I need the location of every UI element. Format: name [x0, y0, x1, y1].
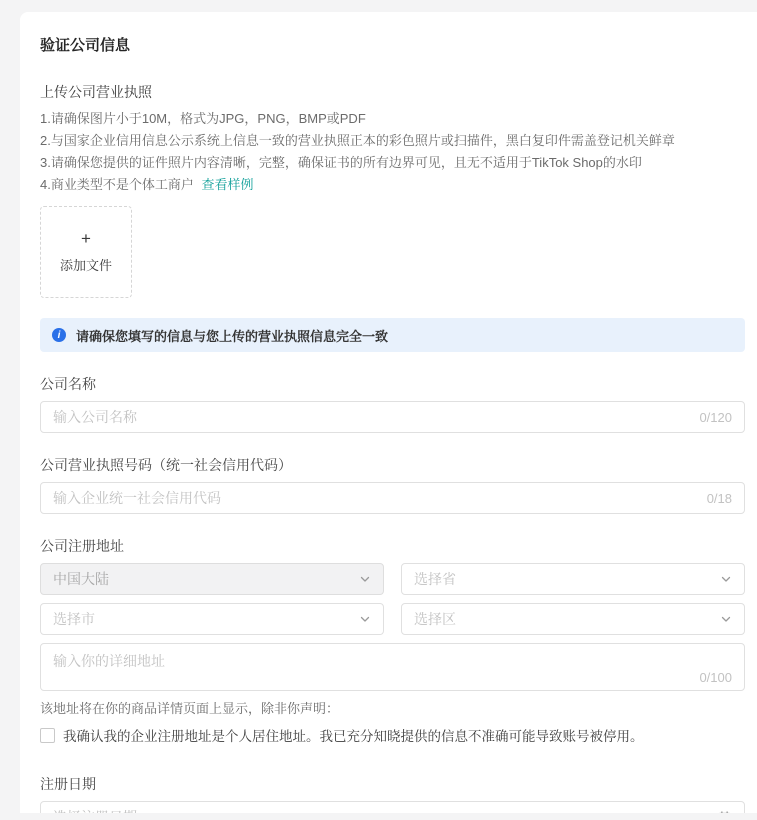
add-file-upload-button[interactable]: [40, 206, 132, 298]
add-file-label: 添加文件: [59, 257, 112, 273]
license-number-label: 公司营业执照号码（统一社会信用代码）: [40, 457, 292, 473]
instruction-line-1: 1.请确保图片小于10M，格式为JPG，PNG，BMP或PDF: [40, 111, 366, 126]
province-select-placeholder: 选择省: [414, 571, 456, 587]
info-banner-text: 请确保您填写的信息与您上传的营业执照信息完全一致: [76, 328, 389, 344]
license-number-field: [40, 482, 745, 514]
license-number-counter: 0/18: [706, 490, 732, 506]
country-select-value: 中国大陆: [53, 571, 109, 587]
instruction-line-4-text: 4.商业类型不是个体工商户: [40, 177, 194, 192]
plus-icon: +: [81, 228, 91, 248]
chevron-down-icon: [359, 573, 371, 585]
instruction-line-2: 2.与国家企业信用信息公示系统上信息一致的营业执照正本的彩色照片或扫描件，黑白复印件需盖登记机关鲜章: [40, 133, 675, 148]
company-info-card: [20, 12, 757, 813]
detail-address-textarea[interactable]: [41, 644, 744, 690]
registered-address-label: 公司注册地址: [40, 538, 124, 554]
instruction-line-4: [40, 174, 745, 196]
upload-instructions: [40, 108, 745, 196]
chevron-down-icon: [359, 613, 371, 625]
registration-date-input[interactable]: [53, 809, 717, 813]
company-name-label: 公司名称: [40, 376, 96, 392]
company-name-field: [40, 401, 745, 433]
address-select-grid: [40, 563, 745, 635]
district-select[interactable]: [401, 603, 745, 635]
residential-address-confirm-row: [40, 727, 745, 746]
license-number-input[interactable]: [53, 490, 699, 506]
residential-address-checkbox-label: 我确认我的企业注册地址是个人居住地址。我已充分知晓提供的信息不准确可能导致账号被停用。: [63, 729, 644, 744]
instruction-line-3: 3.请确保您提供的证件照片内容清晰，完整，确保证书的所有边界可见，且无不适用于TikTok Shop的水印: [40, 155, 642, 170]
residential-address-checkbox[interactable]: [40, 728, 55, 743]
registration-date-label: 注册日期: [40, 776, 96, 792]
company-name-input[interactable]: [53, 409, 691, 425]
registration-date-field: [40, 801, 745, 813]
province-select[interactable]: [401, 563, 745, 595]
city-select[interactable]: [40, 603, 384, 635]
info-icon: i: [52, 328, 66, 342]
country-select[interactable]: [40, 563, 384, 595]
city-select-placeholder: 选择市: [53, 611, 95, 627]
calendar-icon[interactable]: [717, 810, 732, 814]
chevron-down-icon: [720, 613, 732, 625]
detail-address-field: [40, 643, 745, 691]
district-select-placeholder: 选择区: [414, 611, 456, 627]
address-display-note: 该地址将在你的商品详情页面上显示，除非你声明：: [40, 701, 340, 716]
view-sample-link[interactable]: 查看样例: [201, 177, 254, 192]
chevron-down-icon: [720, 573, 732, 585]
info-banner: [40, 318, 745, 352]
company-name-counter: 0/120: [699, 409, 732, 425]
upload-license-label: 上传公司营业执照: [40, 84, 152, 100]
detail-address-counter: 0/100: [699, 670, 732, 685]
page-title: 验证公司信息: [40, 37, 131, 54]
